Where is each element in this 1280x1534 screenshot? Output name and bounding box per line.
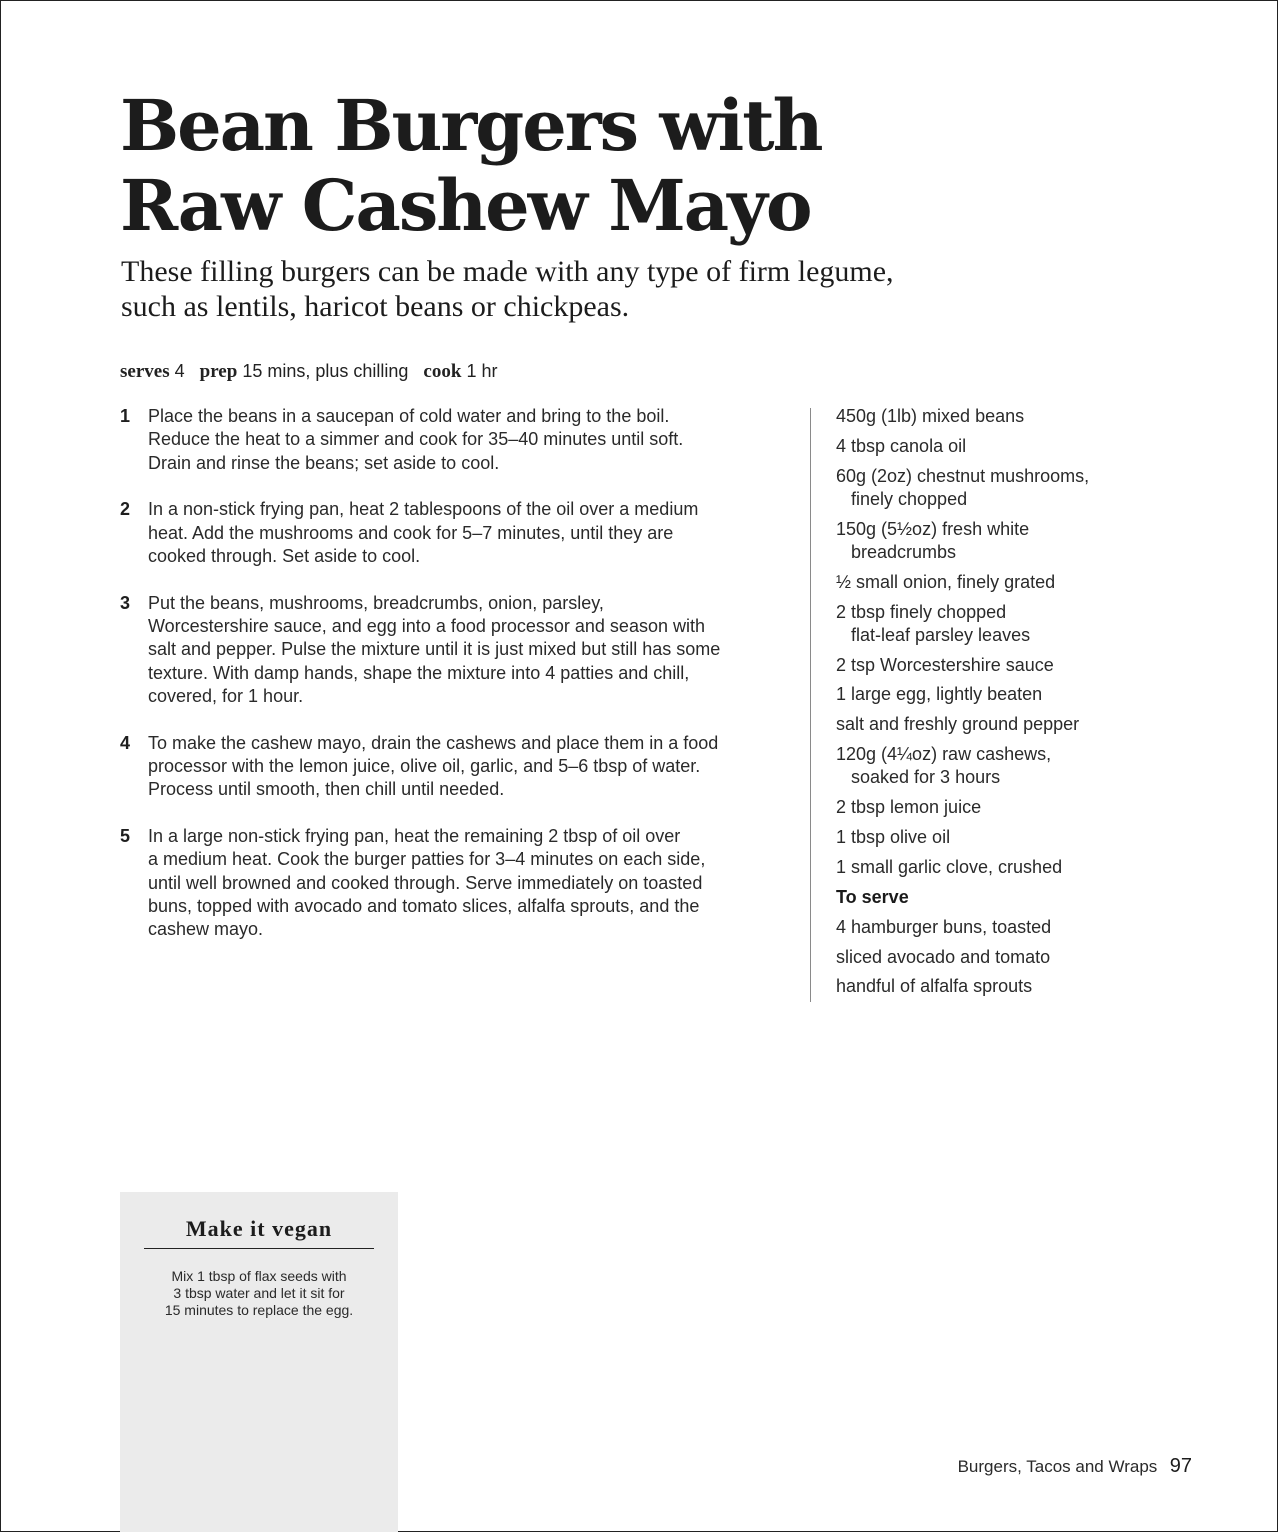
step-text-line: Reduce the heat to a simmer and cook for 35–40 minutes until soft. — [148, 429, 684, 450]
step-number: 2 — [120, 499, 131, 520]
cook-value: 1 hr — [466, 361, 498, 381]
ingredient-text: 1 large egg, lightly beaten — [836, 684, 1043, 705]
step-text-line: salt and pepper. Pulse the mixture until it is just mixed but still has some — [148, 639, 721, 660]
step-text-line: Put the beans, mushrooms, breadcrumbs, onion, parsley, — [148, 592, 604, 613]
recipe-intro-line-2: such as lentils, haricot beans or chickpeas. — [121, 290, 630, 323]
method-step — [120, 405, 800, 475]
recipe-title-line-1: Bean Burgers with — [120, 84, 822, 167]
step-text-line: heat. Add the mushrooms and cook for 5–7 minutes, until they are — [148, 522, 674, 543]
recipe-title — [120, 86, 821, 246]
step-text-line: cooked through. Set aside to cool. — [148, 545, 421, 566]
ingredient-text-continued: breadcrumbs — [851, 541, 957, 562]
ingredient-item — [836, 518, 1256, 565]
step-number: 5 — [120, 826, 131, 847]
vegan-tip-text — [130, 1268, 388, 1319]
vegan-tip-box — [120, 1192, 398, 1532]
step-text-line: In a large non-stick frying pan, heat the remaining 2 tbsp of oil over — [148, 826, 681, 847]
ingredient-item — [836, 405, 1256, 428]
ingredient-text-continued: finely chopped — [851, 488, 968, 509]
ingredient-item — [836, 654, 1256, 677]
ingredient-text: 4 tbsp canola oil — [836, 435, 967, 456]
to-serve-group — [836, 886, 1256, 909]
step-text-line: To make the cashew mayo, drain the cashews and place them in a food — [148, 732, 719, 753]
to-serve-heading: To serve — [836, 886, 909, 907]
method-step — [120, 825, 800, 941]
ingredient-text: 120g (4¼oz) raw cashews, — [836, 744, 1052, 765]
method-step — [120, 498, 800, 568]
page-number: 97 — [1169, 1455, 1192, 1477]
step-text-line: In a non-stick frying pan, heat 2 tablespoons of the oil over a medium — [148, 499, 699, 520]
serve-item — [836, 975, 1256, 998]
ingredient-text: 1 small garlic clove, crushed — [836, 856, 1063, 877]
step-text-line: buns, topped with avocado and tomato slices, alfalfa sprouts, and the — [148, 896, 700, 917]
step-number: 4 — [120, 732, 131, 753]
vegan-tip-line: Mix 1 tbsp of flax seeds with — [171, 1268, 347, 1284]
step-text-line: Place the beans in a saucepan of cold water and bring to the boil. — [148, 406, 670, 426]
recipe-intro-line-1: These filling burgers can be made with any type of firm legume, — [121, 255, 894, 288]
step-text-line: cashew mayo. — [148, 919, 264, 940]
prep-label: prep — [199, 361, 238, 382]
method-step — [120, 732, 800, 802]
ingredient-text-continued: flat-leaf parsley leaves — [851, 624, 1031, 645]
vegan-tip-line: 15 minutes to replace the egg. — [164, 1302, 354, 1318]
step-text-line: processor with the lemon juice, olive oil, garlic, and 5–6 tbsp of water. — [148, 756, 701, 777]
ingredient-text: salt and freshly ground pepper — [836, 714, 1080, 735]
recipe-title-line-2: Raw Cashew Mayo — [120, 164, 811, 247]
ingredient-text: ½ small onion, finely grated — [836, 571, 1056, 592]
method-step — [120, 592, 800, 708]
ingredient-text: 450g (1lb) mixed beans — [836, 406, 1025, 426]
ingredient-text: 150g (5½oz) fresh white — [836, 518, 1030, 539]
vegan-tip-line: 3 tbsp water and let it sit for — [173, 1285, 345, 1301]
ingredients-divider — [810, 408, 811, 1002]
ingredient-text-continued: soaked for 3 hours — [851, 767, 1001, 788]
serve-item-text: sliced avocado and tomato — [836, 946, 1051, 967]
page-footer — [958, 1454, 1192, 1479]
step-text-line: covered, for 1 hour. — [148, 685, 304, 706]
ingredient-item — [836, 435, 1256, 458]
step-number: 1 — [120, 406, 131, 426]
recipe-intro — [121, 254, 1021, 324]
serve-item — [836, 916, 1256, 939]
step-text-line: Worcestershire sauce, and egg into a food processor and season with — [148, 616, 705, 637]
ingredient-item — [836, 571, 1256, 594]
section-name: Burgers, Tacos and Wraps — [957, 1457, 1158, 1476]
ingredients-list — [836, 405, 1256, 1005]
ingredient-item — [836, 796, 1256, 819]
ingredient-item — [836, 743, 1256, 790]
ingredient-item — [836, 465, 1256, 512]
step-text-line: until well browned and cooked through. Serve immediately on toasted — [148, 872, 703, 893]
ingredient-item — [836, 713, 1256, 736]
vegan-tip-title: Make it vegan — [144, 1214, 374, 1249]
serves-value: 4 — [174, 361, 185, 381]
serve-item-text: handful of alfalfa sprouts — [836, 976, 1033, 997]
serve-item-text: 4 hamburger buns, toasted — [836, 916, 1052, 937]
ingredient-text: 60g (2oz) chestnut mushrooms, — [836, 465, 1090, 486]
ingredient-item — [836, 856, 1256, 879]
ingredient-item — [836, 826, 1256, 849]
step-text-line: a medium heat. Cook the burger patties for 3–4 minutes on each side, — [148, 849, 706, 870]
recipe-meta — [120, 359, 507, 384]
serve-item — [836, 946, 1256, 969]
ingredient-text: 2 tbsp finely chopped — [836, 601, 1007, 622]
ingredient-item — [836, 601, 1256, 648]
step-text-line: texture. With damp hands, shape the mixture into 4 patties and chill, — [148, 662, 690, 683]
ingredient-text: 2 tbsp lemon juice — [836, 797, 982, 818]
step-text-line: Drain and rinse the beans; set aside to cool. — [148, 452, 500, 473]
cook-label: cook — [423, 361, 462, 382]
prep-value: 15 mins, plus chilling — [242, 361, 409, 381]
ingredient-text: 2 tsp Worcestershire sauce — [836, 654, 1054, 675]
method-steps — [120, 405, 800, 965]
serves-label: serves — [120, 361, 170, 382]
step-number: 3 — [120, 592, 131, 613]
ingredient-item — [836, 683, 1256, 706]
step-text-line: Process until smooth, then chill until needed. — [148, 779, 505, 800]
ingredient-text: 1 tbsp olive oil — [836, 826, 951, 847]
